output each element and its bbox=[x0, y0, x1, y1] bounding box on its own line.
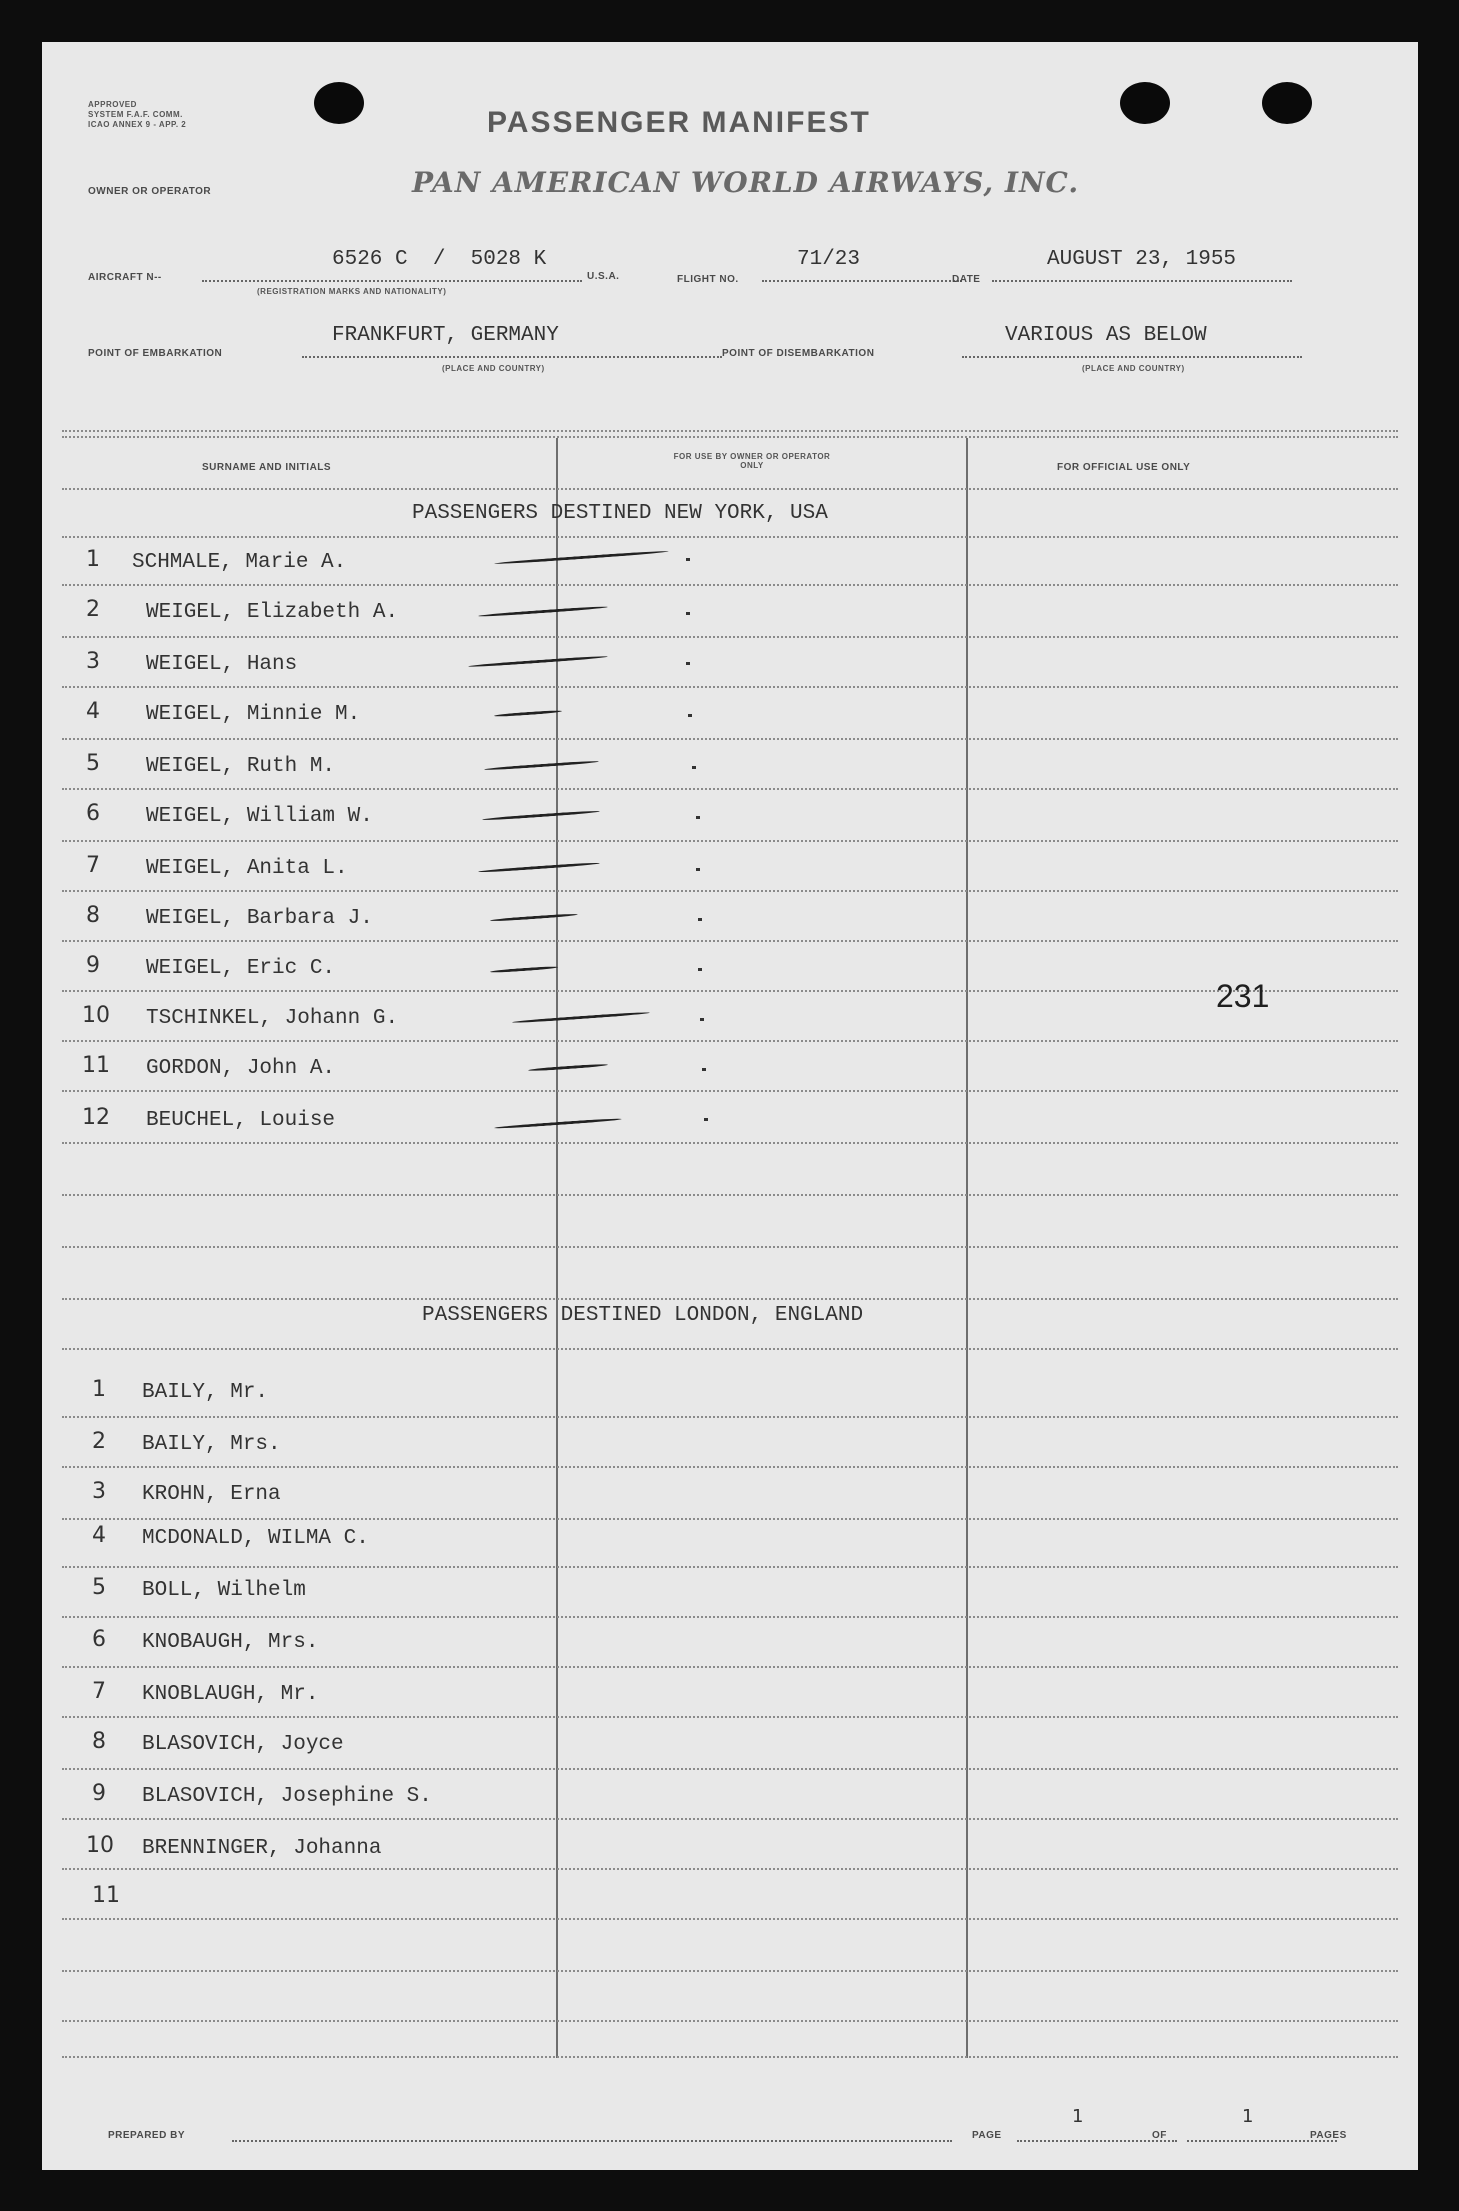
row-rule bbox=[62, 536, 1398, 538]
pencil-mark bbox=[702, 1068, 706, 1071]
list-item bbox=[62, 694, 1398, 730]
column-header-owner-use: FOR USE BY OWNER OR OPERATOR ONLY bbox=[673, 452, 831, 470]
pencil-mark bbox=[686, 612, 690, 615]
approval-block bbox=[88, 100, 186, 130]
list-item bbox=[62, 848, 1398, 884]
column-header-official: FOR OFFICIAL USE ONLY bbox=[1057, 462, 1191, 473]
passenger-name: MCDONALD, WILMA C. bbox=[142, 1527, 369, 1550]
list-item bbox=[62, 1570, 1398, 1606]
passenger-name: TSCHINKEL, Johann G. bbox=[146, 1007, 399, 1030]
pencil-mark bbox=[698, 968, 702, 971]
punch-hole bbox=[314, 82, 364, 124]
row-rule bbox=[62, 1768, 1398, 1770]
manifest-paper bbox=[42, 42, 1418, 2170]
passenger-name: WEIGEL, William W. bbox=[146, 805, 373, 828]
column-header-surname: SURNAME AND INITIALS bbox=[202, 462, 332, 473]
list-item bbox=[62, 542, 1398, 578]
list-item bbox=[62, 592, 1398, 628]
approval-line: SYSTEM F.A.F. COMM. bbox=[88, 110, 183, 119]
row-rule bbox=[62, 1416, 1398, 1418]
pencil-mark bbox=[688, 714, 692, 717]
row-rule bbox=[62, 1970, 1398, 1972]
pencil-mark bbox=[686, 662, 690, 665]
passenger-number: 8 bbox=[86, 903, 100, 928]
row-rule bbox=[62, 990, 1398, 992]
passenger-name: GORDON, John A. bbox=[146, 1057, 336, 1080]
list-item bbox=[62, 644, 1398, 680]
passenger-number: 12 bbox=[82, 1105, 110, 1130]
row-rule bbox=[62, 584, 1398, 586]
passenger-number: 10 bbox=[86, 1833, 114, 1858]
flight-label: FLIGHT NO. bbox=[677, 274, 739, 285]
passenger-number: 2 bbox=[92, 1429, 106, 1454]
passenger-name: WEIGEL, Minnie M. bbox=[146, 703, 361, 726]
list-item bbox=[62, 1100, 1398, 1136]
embark-sub: (PLACE AND COUNTRY) bbox=[442, 364, 545, 373]
row-rule bbox=[62, 1666, 1398, 1668]
row-rule bbox=[62, 1918, 1398, 1920]
row-rule bbox=[62, 1566, 1398, 1568]
group-heading: PASSENGERS DESTINED LONDON, ENGLAND bbox=[422, 1304, 864, 1327]
prepared-line bbox=[232, 2140, 952, 2142]
passenger-number: 11 bbox=[92, 1883, 120, 1908]
list-item bbox=[62, 998, 1398, 1034]
row-rule bbox=[62, 1868, 1398, 1870]
column-divider bbox=[966, 438, 968, 2058]
passenger-number: 6 bbox=[92, 1627, 106, 1652]
passenger-number: 7 bbox=[92, 1679, 106, 1704]
pencil-mark bbox=[686, 558, 690, 561]
pencil-mark bbox=[700, 1018, 704, 1021]
row-rule bbox=[62, 636, 1398, 638]
form-title: PASSENGER MANIFEST bbox=[487, 106, 871, 139]
list-item bbox=[62, 1518, 1398, 1554]
of-label: OF bbox=[1152, 2130, 1167, 2141]
list-item bbox=[62, 948, 1398, 984]
row-rule bbox=[62, 1194, 1398, 1196]
owner-label: OWNER OR OPERATOR bbox=[88, 186, 212, 197]
row-rule bbox=[62, 1090, 1398, 1092]
pencil-mark bbox=[696, 868, 700, 871]
passenger-number: 1 bbox=[86, 547, 100, 572]
passenger-number: 8 bbox=[92, 1729, 106, 1754]
row-rule bbox=[62, 1142, 1398, 1144]
row-rule bbox=[62, 1466, 1398, 1468]
list-item bbox=[62, 1776, 1398, 1812]
row-rule bbox=[62, 1040, 1398, 1042]
passenger-number: 5 bbox=[92, 1575, 106, 1600]
passenger-name: BRENNINGER, Johanna bbox=[142, 1837, 382, 1860]
group-heading: PASSENGERS DESTINED NEW YORK, USA bbox=[412, 502, 828, 525]
passenger-number: 7 bbox=[86, 853, 100, 878]
pencil-mark bbox=[696, 816, 700, 819]
aircraft-value: 6526 C / 5028 K bbox=[332, 248, 547, 271]
list-item bbox=[62, 1474, 1398, 1510]
passenger-number: 4 bbox=[86, 699, 100, 724]
punch-hole bbox=[1120, 82, 1170, 124]
column-divider bbox=[556, 438, 558, 2058]
row-rule bbox=[62, 1348, 1398, 1350]
row-rule bbox=[62, 788, 1398, 790]
passenger-name: KNOBAUGH, Mrs. bbox=[142, 1631, 319, 1654]
passenger-number: 9 bbox=[86, 953, 100, 978]
page-number: 1 bbox=[1072, 2106, 1084, 2127]
list-item bbox=[62, 1674, 1398, 1710]
passenger-name: KROHN, Erna bbox=[142, 1483, 281, 1506]
embark-label: POINT OF EMBARKATION bbox=[88, 348, 223, 359]
passenger-number: 11 bbox=[82, 1053, 110, 1078]
disembark-sub: (PLACE AND COUNTRY) bbox=[1082, 364, 1185, 373]
row-rule bbox=[62, 686, 1398, 688]
page-label: PAGE bbox=[972, 2130, 1002, 2141]
date-line bbox=[992, 280, 1292, 282]
official-count: 231 bbox=[1216, 978, 1270, 1014]
approval-line: APPROVED bbox=[88, 100, 137, 109]
passenger-name: BOLL, Wilhelm bbox=[142, 1579, 306, 1602]
disembark-line bbox=[962, 356, 1302, 358]
row-rule bbox=[62, 940, 1398, 942]
date-label: DATE bbox=[952, 274, 981, 285]
prepared-label: PREPARED BY bbox=[108, 2130, 185, 2141]
passenger-name: WEIGEL, Anita L. bbox=[146, 857, 348, 880]
table-top-rule bbox=[62, 436, 1398, 438]
header-rule bbox=[62, 488, 1398, 490]
aircraft-sub: (REGISTRATION MARKS AND NATIONALITY) bbox=[257, 287, 447, 296]
row-rule bbox=[62, 738, 1398, 740]
disembark-value: VARIOUS AS BELOW bbox=[1005, 324, 1207, 347]
list-item bbox=[62, 1828, 1398, 1864]
row-rule bbox=[62, 2020, 1398, 2022]
row-rule bbox=[62, 1616, 1398, 1618]
list-item bbox=[62, 796, 1398, 832]
pages-label: PAGES bbox=[1310, 2130, 1347, 2141]
passenger-number: 10 bbox=[82, 1003, 110, 1028]
pencil-mark bbox=[698, 918, 702, 921]
disembark-label: POINT OF DISEMBARKATION bbox=[722, 348, 875, 359]
aircraft-label: AIRCRAFT N-- bbox=[88, 272, 162, 283]
passenger-number: 4 bbox=[92, 1523, 106, 1548]
total-pages: 1 bbox=[1242, 2106, 1254, 2127]
passenger-name: WEIGEL, Ruth M. bbox=[146, 755, 336, 778]
nationality: U.S.A. bbox=[587, 271, 620, 282]
owner-name: PAN AMERICAN WORLD AIRWAYS, INC. bbox=[412, 166, 1080, 199]
row-rule bbox=[62, 1818, 1398, 1820]
row-rule bbox=[62, 1716, 1398, 1718]
passenger-number: 1 bbox=[92, 1377, 106, 1402]
embark-line bbox=[302, 356, 722, 358]
list-item bbox=[62, 1372, 1398, 1408]
passenger-number: 3 bbox=[86, 649, 100, 674]
row-rule bbox=[62, 1246, 1398, 1248]
pencil-mark bbox=[692, 766, 696, 769]
passenger-name: WEIGEL, Eric C. bbox=[146, 957, 336, 980]
pencil-mark bbox=[704, 1118, 708, 1121]
flight-value: 71/23 bbox=[797, 248, 861, 271]
list-item bbox=[62, 1424, 1398, 1460]
table-top-rule bbox=[62, 430, 1398, 432]
passenger-name: BLASOVICH, Josephine S. bbox=[142, 1785, 432, 1808]
passenger-name: SCHMALE, Marie A. bbox=[132, 551, 347, 574]
list-item bbox=[62, 1048, 1398, 1084]
approval-line: ICAO ANNEX 9 - APP. 2 bbox=[88, 120, 187, 129]
passenger-name: WEIGEL, Elizabeth A. bbox=[146, 601, 399, 624]
row-rule bbox=[62, 890, 1398, 892]
passenger-number: 2 bbox=[86, 597, 100, 622]
table-bottom-rule bbox=[62, 2056, 1398, 2058]
passenger-name: BLASOVICH, Joyce bbox=[142, 1733, 344, 1756]
passenger-name: BAILY, Mr. bbox=[142, 1381, 269, 1404]
passenger-number: 6 bbox=[86, 801, 100, 826]
passenger-name: WEIGEL, Barbara J. bbox=[146, 907, 373, 930]
list-item bbox=[62, 1878, 1398, 1914]
flight-line bbox=[762, 280, 962, 282]
aircraft-line bbox=[202, 280, 582, 282]
list-item bbox=[62, 1622, 1398, 1658]
punch-hole bbox=[1262, 82, 1312, 124]
list-item bbox=[62, 746, 1398, 782]
list-item bbox=[62, 898, 1398, 934]
passenger-name: KNOBLAUGH, Mr. bbox=[142, 1683, 319, 1706]
embark-value: FRANKFURT, GERMANY bbox=[332, 324, 559, 347]
passenger-number: 5 bbox=[86, 751, 100, 776]
list-item bbox=[62, 1724, 1398, 1760]
passenger-name: WEIGEL, Hans bbox=[146, 653, 298, 676]
date-value: AUGUST 23, 1955 bbox=[1047, 248, 1237, 271]
passenger-number: 9 bbox=[92, 1781, 106, 1806]
row-rule bbox=[62, 1298, 1398, 1300]
passenger-name: BAILY, Mrs. bbox=[142, 1433, 281, 1456]
passenger-number: 3 bbox=[92, 1479, 106, 1504]
passenger-name: BEUCHEL, Louise bbox=[146, 1109, 336, 1132]
row-rule bbox=[62, 840, 1398, 842]
